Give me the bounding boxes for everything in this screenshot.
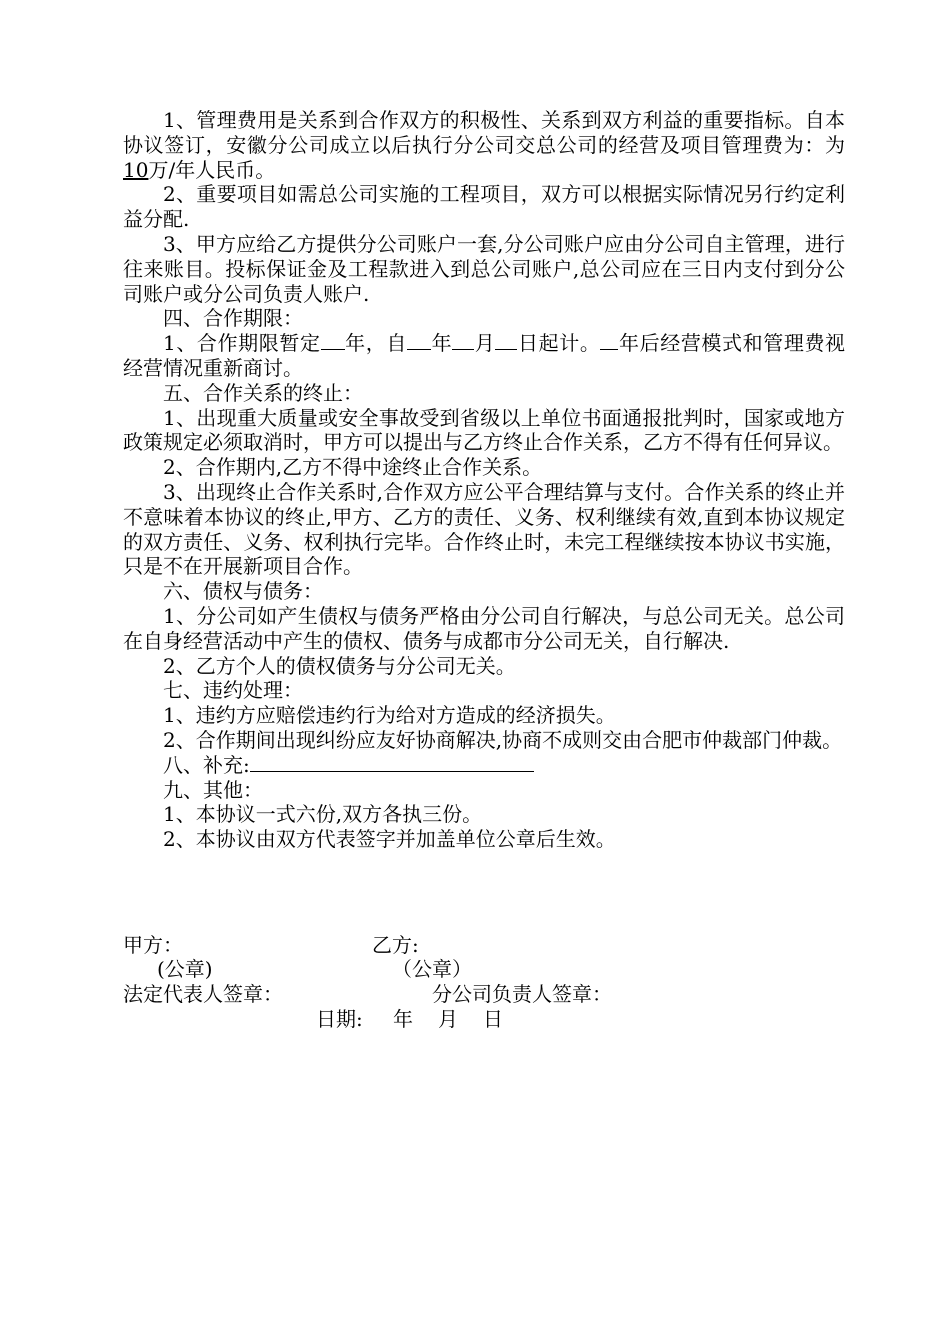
clause-termination-3: 3、出现终止合作关系时,合作双方应公平合理结算与支付。合作关系的终止并不意味着本协议的终止,甲方、乙方的责任、义务、权利继续有效,直到本协议规定的双方责任、义务、权利执行完毕。合作终止时，未完工程继续按本协议书实施，只是不在开展新项目合作。 [123,479,845,579]
clause-other-2: 2、本协议由双方代表签字并加盖单位公章后生效。 [163,827,616,852]
clause-breach-2: 2、合作期间出现纠纷应友好协商解决,协商不成则交由合肥市仲裁部门仲裁。 [163,727,843,752]
supplement-label: 八、补充: [163,752,250,777]
fee-amount: 10 [123,157,149,182]
party-a-representative: 法定代表人签章： [123,982,283,1006]
clause-fee-text: 1、管理费用是关系到合作双方的积极性、关系到双方利益的重要指标。自本协议签订，安徽分公司成立以后执行分公司交总公司的经营及项目管理费为：为 [123,108,845,157]
section-heading-termination: 五、合作关系的终止： [163,380,363,405]
fee-unit: 万/年人民币。 [148,157,276,182]
blank-supplement [250,753,534,772]
date-year: 年 [393,1007,413,1031]
term-text-e: 日起计。 [517,331,601,356]
term-text-a: 1、合作期限暂定 [163,331,321,356]
blank-start-month [452,331,474,350]
section-heading-breach: 七、违约处理： [163,678,303,703]
term-text-f: 年后经营模式和管理费视经营情况重新商讨。 [123,331,846,380]
term-text-b: 年，自 [344,331,407,356]
date-label: 日期: [316,1007,363,1031]
section-heading-debts: 六、债权与债务： [163,579,323,604]
clause-other-1: 1、本协议一式六份,双方各执三份。 [163,802,483,827]
section-heading-term: 四、合作期限： [163,306,303,331]
clause-debts-1: 1、分公司如产生债权与债务严格由分公司自行解决，与总公司无关。总公司在自身经营活动中产生的债权、债务与成都市分公司无关，自行解决. [123,603,845,653]
clause-debts-2: 2、乙方个人的债权债务与分公司无关。 [163,653,516,678]
party-a-label: 甲方： [123,933,183,957]
clause-key-projects: 2、重要项目如需总公司实施的工程项目，双方可以根据实际情况另行约定利益分配. [123,182,845,232]
date-month: 月 [438,1007,458,1031]
date-day: 日 [483,1007,503,1031]
clause-breach-1: 1、违约方应赔偿违约行为给对方造成的经济损失。 [163,703,616,728]
blank-years [321,331,345,350]
party-a-seal: (公章) [157,957,213,981]
section-heading-supplement [123,753,845,778]
party-b-label: 乙方: [372,933,419,957]
party-b-seal: （公章） [392,957,472,981]
term-text-d: 月 [474,331,496,356]
document-body [123,108,845,852]
blank-start-year [407,331,431,350]
blank-review-years [600,331,618,350]
clause-termination-2: 2、合作期内,乙方不得中途终止合作关系。 [163,455,543,480]
party-b-representative: 分公司负责人签章： [432,982,612,1006]
term-text-c: 年 [430,331,453,356]
clause-termination-1: 1、出现重大质量或安全事故受到省级以上单位书面通报批判时，国家或地方政策规定必须取消时，甲方可以提出与乙方终止合作关系，乙方不得有任何异议。 [123,405,845,455]
clause-term [123,331,845,381]
section-heading-other: 九、其他： [163,777,263,802]
clause-fee [123,108,845,182]
blank-start-day [495,331,517,350]
clause-account: 3、甲方应给乙方提供分公司账户一套,分公司账户应由分公司自主管理，进行往来账目。投标保证金及工程款进入到总公司账户,总公司应在三日内支付到分公司账户或分公司负责人账户. [123,231,845,306]
